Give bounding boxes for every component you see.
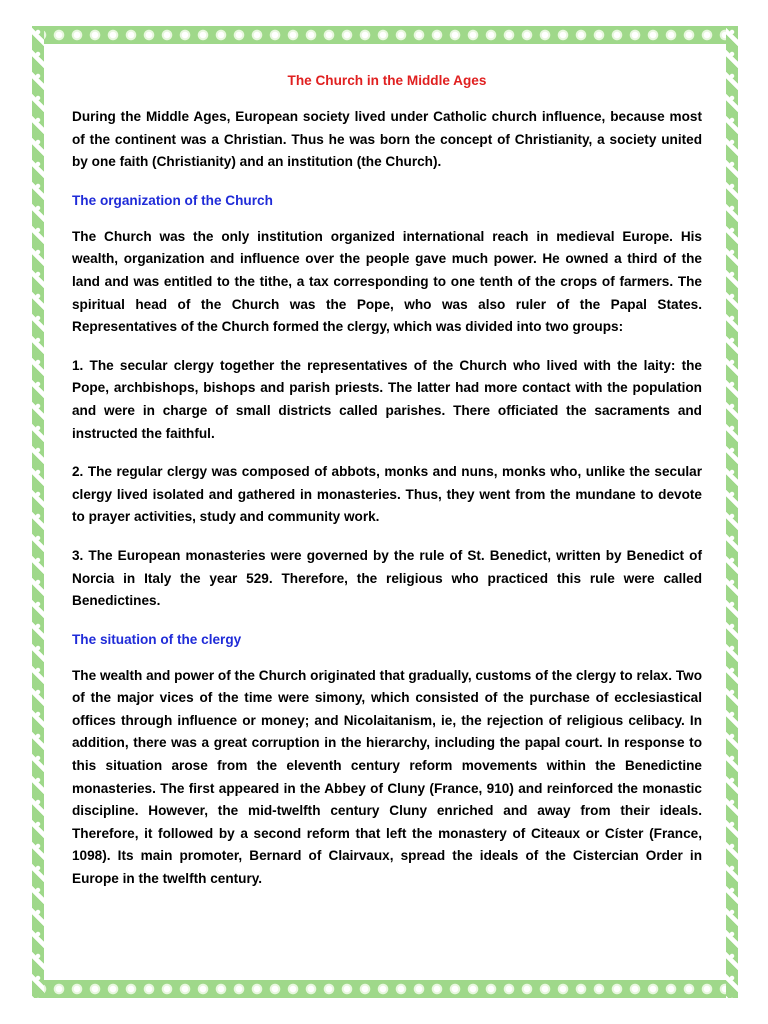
section-heading-clergy-situation: The situation of the clergy — [72, 631, 242, 647]
paragraph: 2. The regular clergy was composed of abbots, monks and nuns, monks who, unlike the secular clergy lived isolated and gathered in monasteries. Thus, they went from the mundane to devote to prayer activities, study and community work. — [72, 464, 702, 525]
intro-paragraph: During the Middle Ages, European society lived under Catholic church influence, because most of the continent was a Christian. Thus he was born the concept of Christianity, a society united by one faith (Christianity) and an institution (the Church). — [72, 109, 702, 170]
decorative-border-right — [726, 26, 738, 998]
paragraph: The Church was the only institution organized international reach in medieval Europe. His wealth, organization and influence over the people gave much power. He owned a third of the land and was entitled to the tithe, a tax corresponding to one tenth of the crops of farmers. The spiritual head of the Church was the Pope, who was also ruler of the Papal States. Representatives of the Church formed the clergy, which was divided into two groups: — [72, 228, 702, 335]
paragraph: 3. The European monasteries were governed by the rule of St. Benedict, written by Benedict of Norcia in Italy the year 529. Therefore, the religious who practiced this rule were called Benedictines. — [72, 547, 702, 609]
decorative-border-left — [32, 26, 44, 998]
decorative-border-bottom — [32, 980, 738, 998]
document-title: The Church in the Middle Ages — [287, 73, 487, 88]
paragraph: The wealth and power of the Church originated that gradually, customs of the clergy to relax. Two of the major vices of the time were simony, which consisted of the purchase of ecclesiastical offices through influence or money; and Nicolaitanism, ie, the rejection of religious celibacy. In addition, there was a great corruption in the hierarchy, including the papal court. In response to this situation arose from the eleventh century reform movements within the Benedictine monasteries. The first appeared in the Abbey of Cluny (France, 910) and reinforced the monastic discipline. However, the mid-twelfth century Cluny enriched and away from their ideals. Therefore, it followed by a second reform that left the monastery of Citeaux or Císter (France, 1098). Its main promoter, Bernard of Clairvaux, spread the ideals of the Cistercian Order in Europe in the twelfth century. — [72, 667, 702, 887]
document-body — [72, 70, 702, 907]
decorative-border-top — [32, 26, 738, 44]
section-heading-organization: The organization of the Church — [72, 192, 273, 208]
paragraph: 1. The secular clergy together the representatives of the Church who lived with the laity: the Pope, archbishops, bishops and parish priests. The latter had more contact with the population and were in charge of small districts called parishes. There officiated the sacraments and instructed the faithful. — [72, 357, 702, 441]
